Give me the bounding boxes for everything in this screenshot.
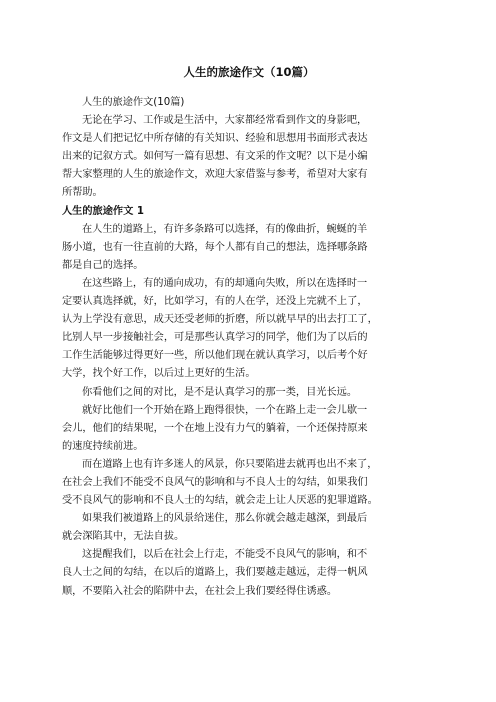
paragraph [62, 456, 436, 510]
document-content [62, 94, 436, 601]
text-line: 这提醒我们，以后在社会上行走，不能受不良风气的影响，和不 [82, 549, 368, 561]
intro-paragraph [62, 112, 436, 202]
intro-subtitle: 人生的旅途作文(10篇) [82, 97, 185, 108]
text-line: 无论在学习、工作或是生活中，大家都经常看到作文的身影吧， [82, 115, 368, 127]
section-heading: 人生的旅途作文 1 [62, 205, 144, 217]
paragraph [62, 402, 436, 456]
text-line: 而在道路上也有许多迷人的风景，你只要陷进去就再也出不来了， [82, 458, 378, 470]
text-line: 的速度持续前进。 [62, 440, 144, 452]
text-line: 都是自己的选择。 [62, 259, 144, 271]
text-line: 作文是人们把记忆中所存储的有关知识、经验和思想用书面形式表达 [62, 133, 368, 145]
text-line: 在这些路上，有的通向成功，有的却通向失败，所以在选择时一 [82, 277, 368, 289]
text-line: 所帮助。 [62, 187, 103, 199]
text-line: 在社会上我们不能受不良风气的影响和与不良人士的勾结，如果我们 [62, 476, 368, 488]
text-line: 出来的记叙方式。如何写一篇有思想、有文采的作文呢？以下是小编 [62, 151, 368, 163]
document-title: 人生的旅途作文（10篇） [183, 65, 315, 79]
text-line: 定要认真选择就，好，比如学习，有的人在学，还没上完就不上了， [62, 296, 368, 308]
text-line: 受不良风气的影响和不良人士的勾结，就会走上让人厌恶的犯罪道路。 [62, 495, 378, 507]
text-line: 帮大家整理的人生的旅途作文，欢迎大家借鉴与参考，希望对大家有 [62, 169, 368, 181]
text-line: 在人生的道路上，有许多条路可以选择，有的像曲折，蜿蜒的羊 [82, 223, 368, 235]
text-line: 就会深陷其中，无法自拔。 [62, 531, 185, 543]
document-page [62, 0, 436, 601]
text-line: 工作生活能够过得更好一些，所以他们现在就认真学习，以后考个好 [62, 350, 368, 362]
text-line: 顺，不要陷入社会的陷阱中去，在社会上我们要经得住诱惑。 [62, 585, 338, 597]
text-line: 如果我们被道路上的风景给迷住，那么你就会越走越深，到最后 [82, 513, 368, 525]
paragraph [62, 275, 436, 384]
text-line: 你看他们之间的对比，是不是认真学习的那一类，目光长远。 [82, 386, 358, 398]
text-line: 会儿，他们的结果呢，一个在地上没有力气的躺着，一个还保持原来 [62, 422, 368, 434]
text-line: 认为上学没有意思，成天还受老师的折磨，所以就早早的出去打工了， [62, 314, 378, 326]
text-line: 大学，找个好工作，以后过上更好的生活。 [62, 368, 256, 380]
text-line: 就好比他们一个开始在路上跑得很快，一个在路上走一会儿歇一 [82, 404, 368, 416]
text-line: 比别人早一步接触社会，可是那些认真学习的同学，他们为了以后的 [62, 332, 368, 344]
text-line: 肠小道，也有一往直前的大路，每个人都有自己的想法，选择哪条路 [62, 241, 368, 253]
paragraph [62, 546, 436, 600]
paragraph [62, 384, 436, 402]
paragraph [62, 510, 436, 546]
paragraph [62, 221, 436, 275]
text-line: 良人士之间的勾结，在以后的道路上，我们要越走越远，走得一帆风 [62, 567, 368, 579]
